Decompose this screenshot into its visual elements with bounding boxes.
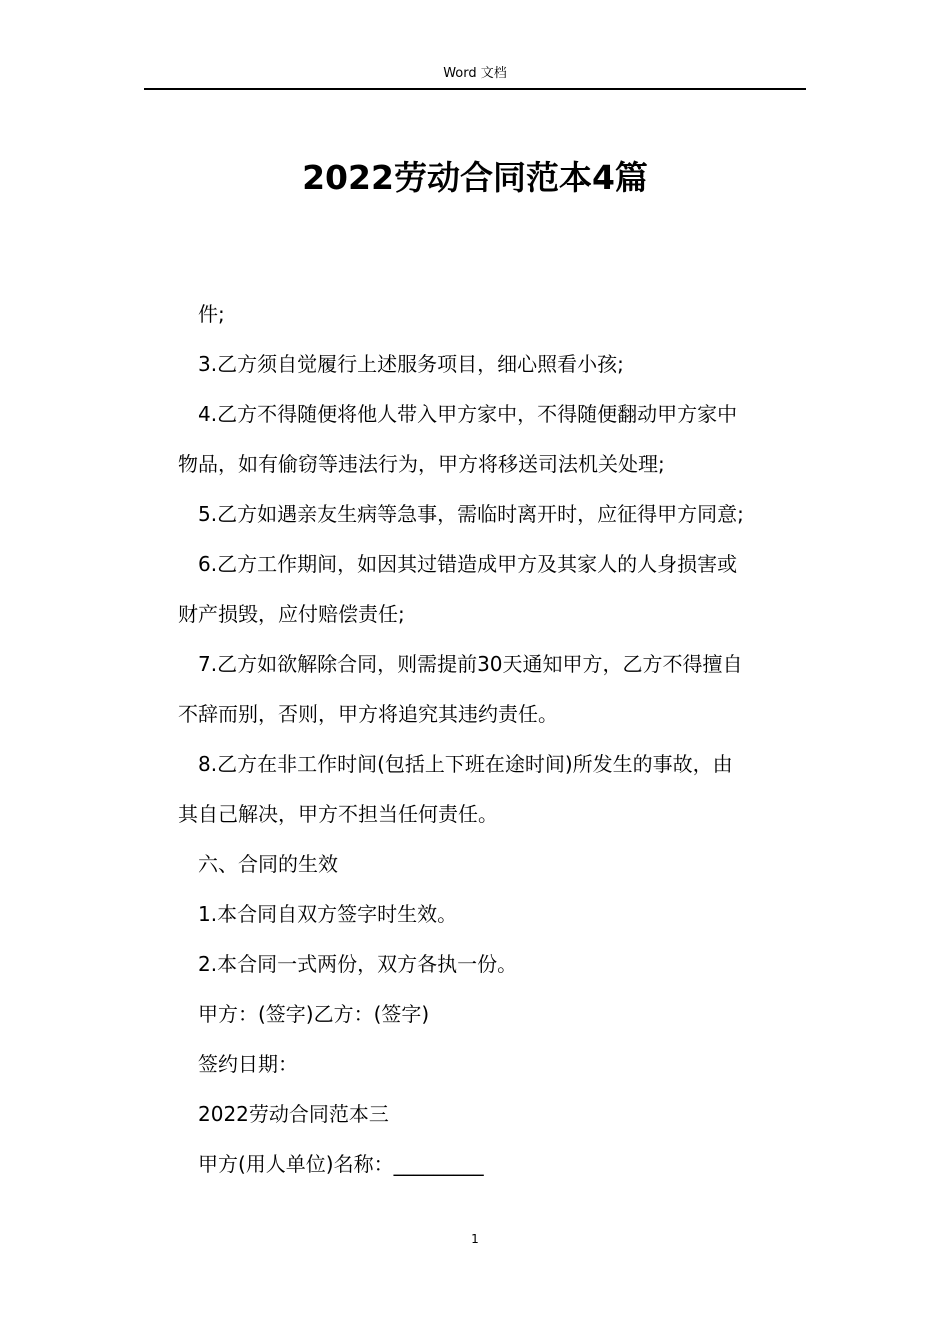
paragraph-line: 其自己解决，甲方不担当任何责任。 [178, 802, 498, 826]
paragraph-line: 不辞而别，否则，甲方将追究其违约责任。 [178, 702, 558, 726]
paragraph-line: 件; [198, 302, 225, 326]
paragraph-line: 2.本合同一式两份，双方各执一份。 [198, 952, 518, 976]
paragraph-line: 4.乙方不得随便将他人带入甲方家中，不得随便翻动甲方家中 [198, 402, 738, 426]
header-label: Word 文档 [443, 66, 507, 81]
employer-name-line: 甲方(用人单位)名称：_________ [198, 1152, 484, 1176]
signature-line: 甲方：(签字)乙方：(签字) [198, 1002, 430, 1026]
paragraph-line: 财产损毁，应付赔偿责任; [178, 602, 405, 626]
paragraph-line: 7.乙方如欲解除合同，则需提前30天通知甲方，乙方不得擅自 [198, 652, 743, 676]
document-title: 2022劳动合同范本4篇 [302, 158, 648, 197]
paragraph-line: 物品，如有偷窃等违法行为，甲方将移送司法机关处理; [178, 452, 665, 476]
section-title: 2022劳动合同范本三 [198, 1102, 389, 1126]
paragraph-line: 1.本合同自双方签字时生效。 [198, 902, 458, 926]
paragraph-line: 3.乙方须自觉履行上述服务项目，细心照看小孩; [198, 352, 624, 376]
signing-date-line: 签约日期： [198, 1052, 298, 1076]
paragraph-line: 6.乙方工作期间，如因其过错造成甲方及其家人的人身损害或 [198, 552, 738, 576]
page-footer [144, 1230, 806, 1248]
paragraph-line: 5.乙方如遇亲友生病等急事，需临时离开时，应征得甲方同意; [198, 502, 744, 526]
paragraph-line: 8.乙方在非工作时间(包括上下班在途时间)所发生的事故，由 [198, 752, 733, 776]
page-number: 1 [471, 1232, 479, 1246]
section-heading: 六、合同的生效 [198, 852, 338, 876]
page-header [144, 64, 806, 90]
document-body [178, 289, 806, 1189]
